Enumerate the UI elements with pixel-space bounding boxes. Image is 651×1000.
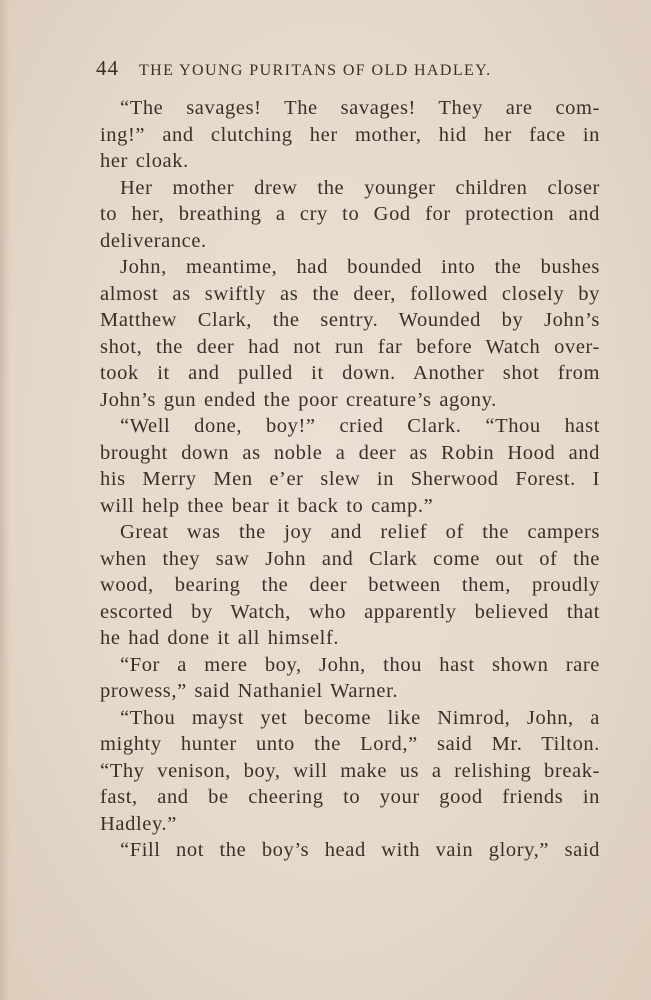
text-line: “Fill not the boy’s head with vain glory,” said	[120, 839, 600, 861]
text-line: Matthew Clark, the sentry. Wounded by John’s	[100, 309, 600, 331]
page-header	[96, 56, 546, 84]
text-line: her cloak.	[100, 150, 189, 172]
text-line: Hadley.”	[100, 812, 177, 835]
text-line: “The savages! The savages! They are com-	[120, 97, 600, 119]
text-line: took it and pulled it down. Another shot from	[100, 362, 600, 384]
text-line: Great was the joy and relief of the campers	[120, 521, 600, 543]
text-line: will help thee bear it back to camp.”	[100, 494, 434, 517]
text-line: Her mother drew the younger children closer	[120, 176, 600, 199]
body-text	[100, 95, 600, 864]
text-line: prowess,” said Nathaniel Warner.	[100, 680, 399, 702]
text-line: “Thy venison, boy, will make us a relishing break-	[100, 759, 600, 782]
text-line: his Merry Men e’er slew in Sherwood Forest. I	[100, 468, 600, 490]
page-gutter-shadow	[0, 0, 10, 1000]
text-line: “For a mere boy, John, thou hast shown rare	[120, 653, 600, 676]
text-line: “Thou mayst yet become like Nimrod, John, a	[120, 706, 600, 729]
text-line: John’s gun ended the poor creature’s agony.	[100, 388, 497, 411]
text-line: when they saw John and Clark come out of the	[100, 547, 600, 570]
text-line: “Well done, boy!” cried Clark. “Thou hast	[120, 415, 600, 437]
text-line: John, meantime, had bounded into the bushes	[120, 256, 600, 278]
page-number: 44	[96, 56, 119, 80]
text-line: he had done it all himself.	[100, 627, 340, 649]
text-line: mighty hunter unto the Lord,” said Mr. Tilton.	[100, 733, 600, 755]
text-line: deliverance.	[100, 229, 207, 252]
text-line: fast, and be cheering to your good friends in	[100, 786, 600, 808]
text-line: shot, the deer had not run far before Watch over-	[100, 335, 600, 358]
text-line: to her, breathing a cry to God for protection and	[100, 203, 600, 225]
text-line: ing!” and clutching her mother, hid her face in	[100, 123, 600, 146]
running-head: THE YOUNG PURITANS OF OLD HADLEY.	[139, 62, 492, 79]
text-line: wood, bearing the deer between them, proudly	[100, 574, 600, 596]
text-line: almost as swiftly as the deer, followed closely by	[100, 282, 600, 305]
text-line: escorted by Watch, who apparently believed that	[100, 600, 600, 623]
text-line: brought down as noble a deer as Robin Hood and	[100, 441, 600, 464]
